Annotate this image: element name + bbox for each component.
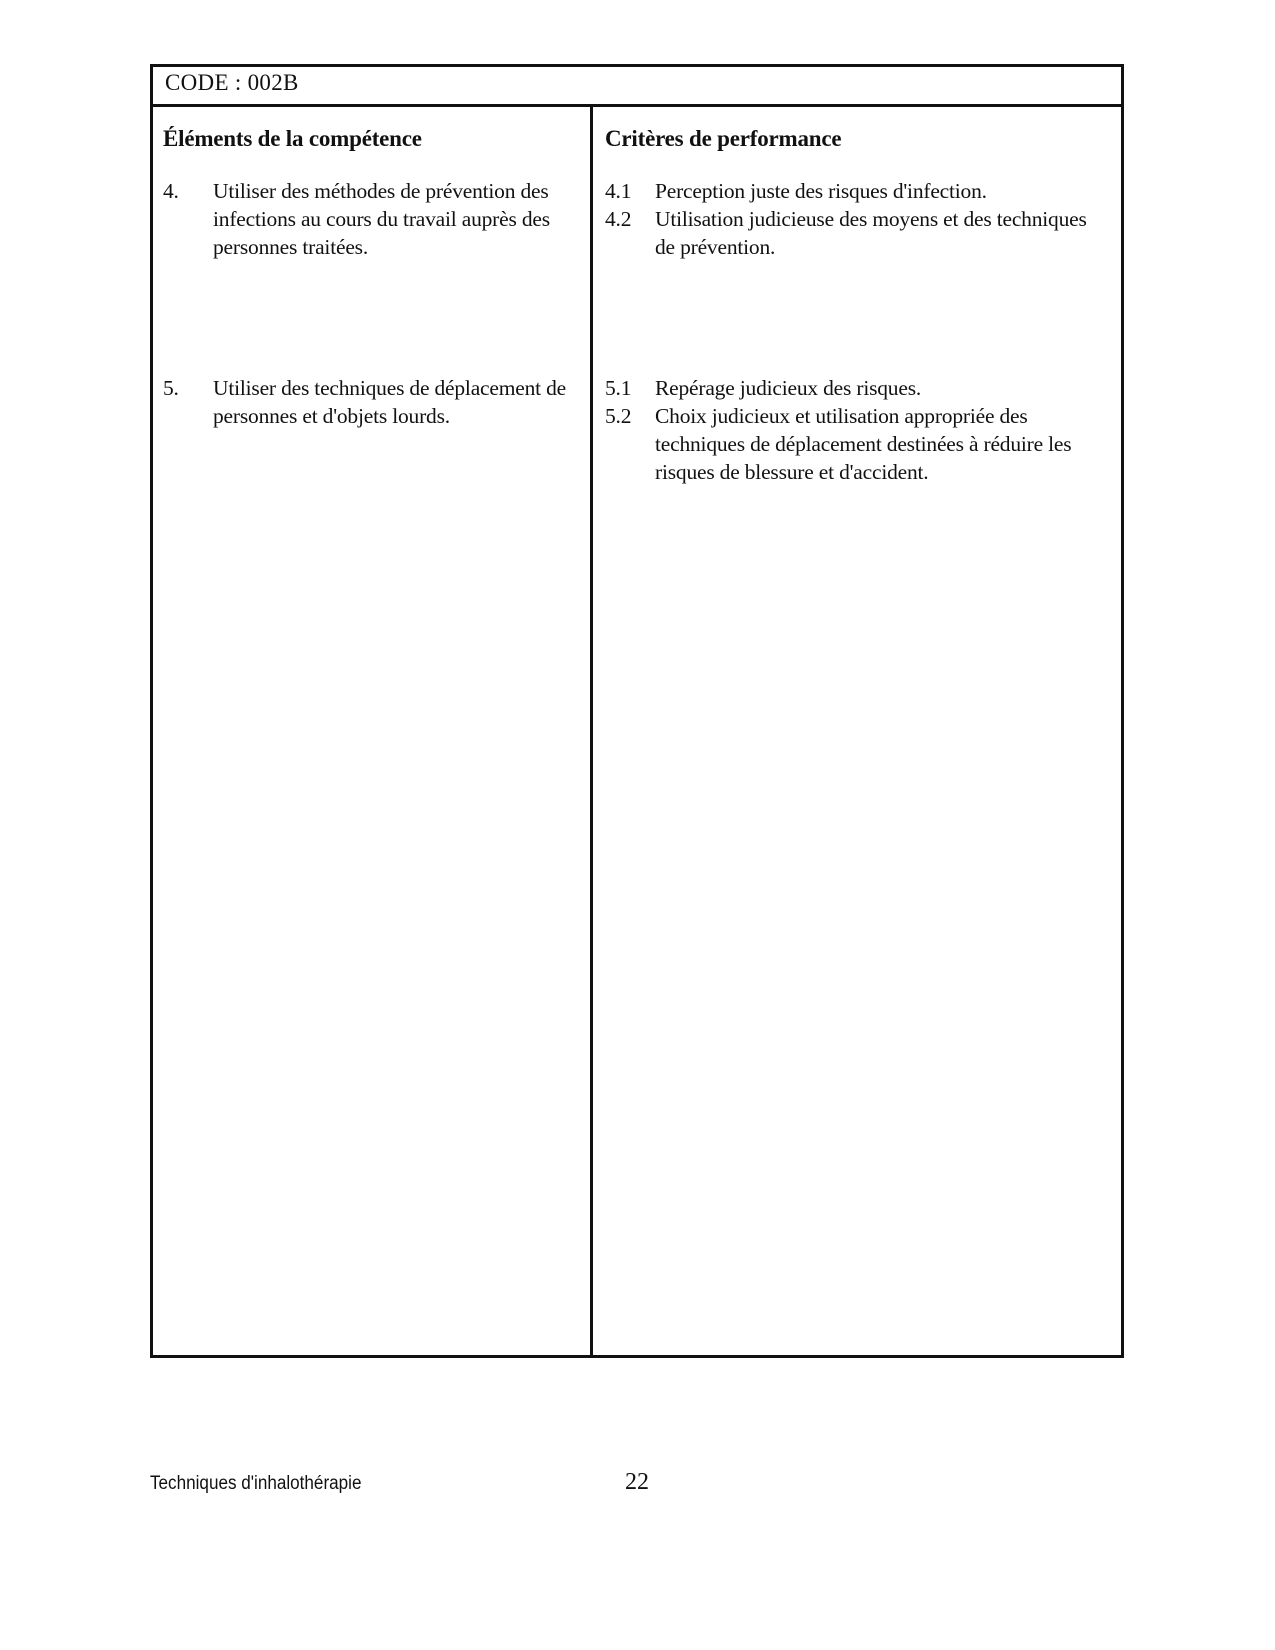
element-number: 5.: [163, 376, 179, 400]
competency-table: [150, 64, 1124, 1358]
criterion-item: [605, 402, 1105, 486]
criterion-item: [605, 374, 1105, 402]
criteria-heading: Critères de performance: [605, 126, 842, 151]
criteria-column: [605, 125, 1105, 486]
element-text: Utiliser des techniques de déplacement de personnes et d'objets lourds.: [213, 376, 566, 428]
criterion-item: [605, 177, 1105, 205]
criterion-number: 5.2: [605, 404, 632, 428]
criterion-text: Utilisation judicieuse des moyens et des techniques de prévention.: [655, 207, 1087, 259]
criterion-item: [605, 205, 1105, 261]
criterion-number: 5.1: [605, 376, 632, 400]
criterion-text: Choix judicieux et utilisation appropriée des techniques de déplacement destinées à réduire les risques de blessure et d'accident.: [655, 404, 1072, 484]
footer-document-title: Techniques d'inhalothérapie: [150, 1473, 362, 1494]
element-text: Utiliser des méthodes de prévention des infections au cours du travail auprès des personnes traitées.: [213, 179, 550, 259]
elements-column: [163, 125, 585, 430]
element-number: 4.: [163, 179, 179, 203]
criterion-number: 4.1: [605, 179, 632, 203]
element-item: [163, 374, 585, 430]
elements-heading: Éléments de la compétence: [163, 126, 422, 151]
code-label: CODE : 002B: [153, 67, 1121, 107]
criterion-number: 4.2: [605, 207, 632, 231]
criterion-text: Repérage judicieux des risques.: [655, 376, 922, 400]
page-number: 22: [625, 1469, 649, 1495]
column-divider: [590, 105, 593, 1355]
criterion-text: Perception juste des risques d'infection.: [655, 179, 987, 203]
element-item: [163, 177, 585, 261]
